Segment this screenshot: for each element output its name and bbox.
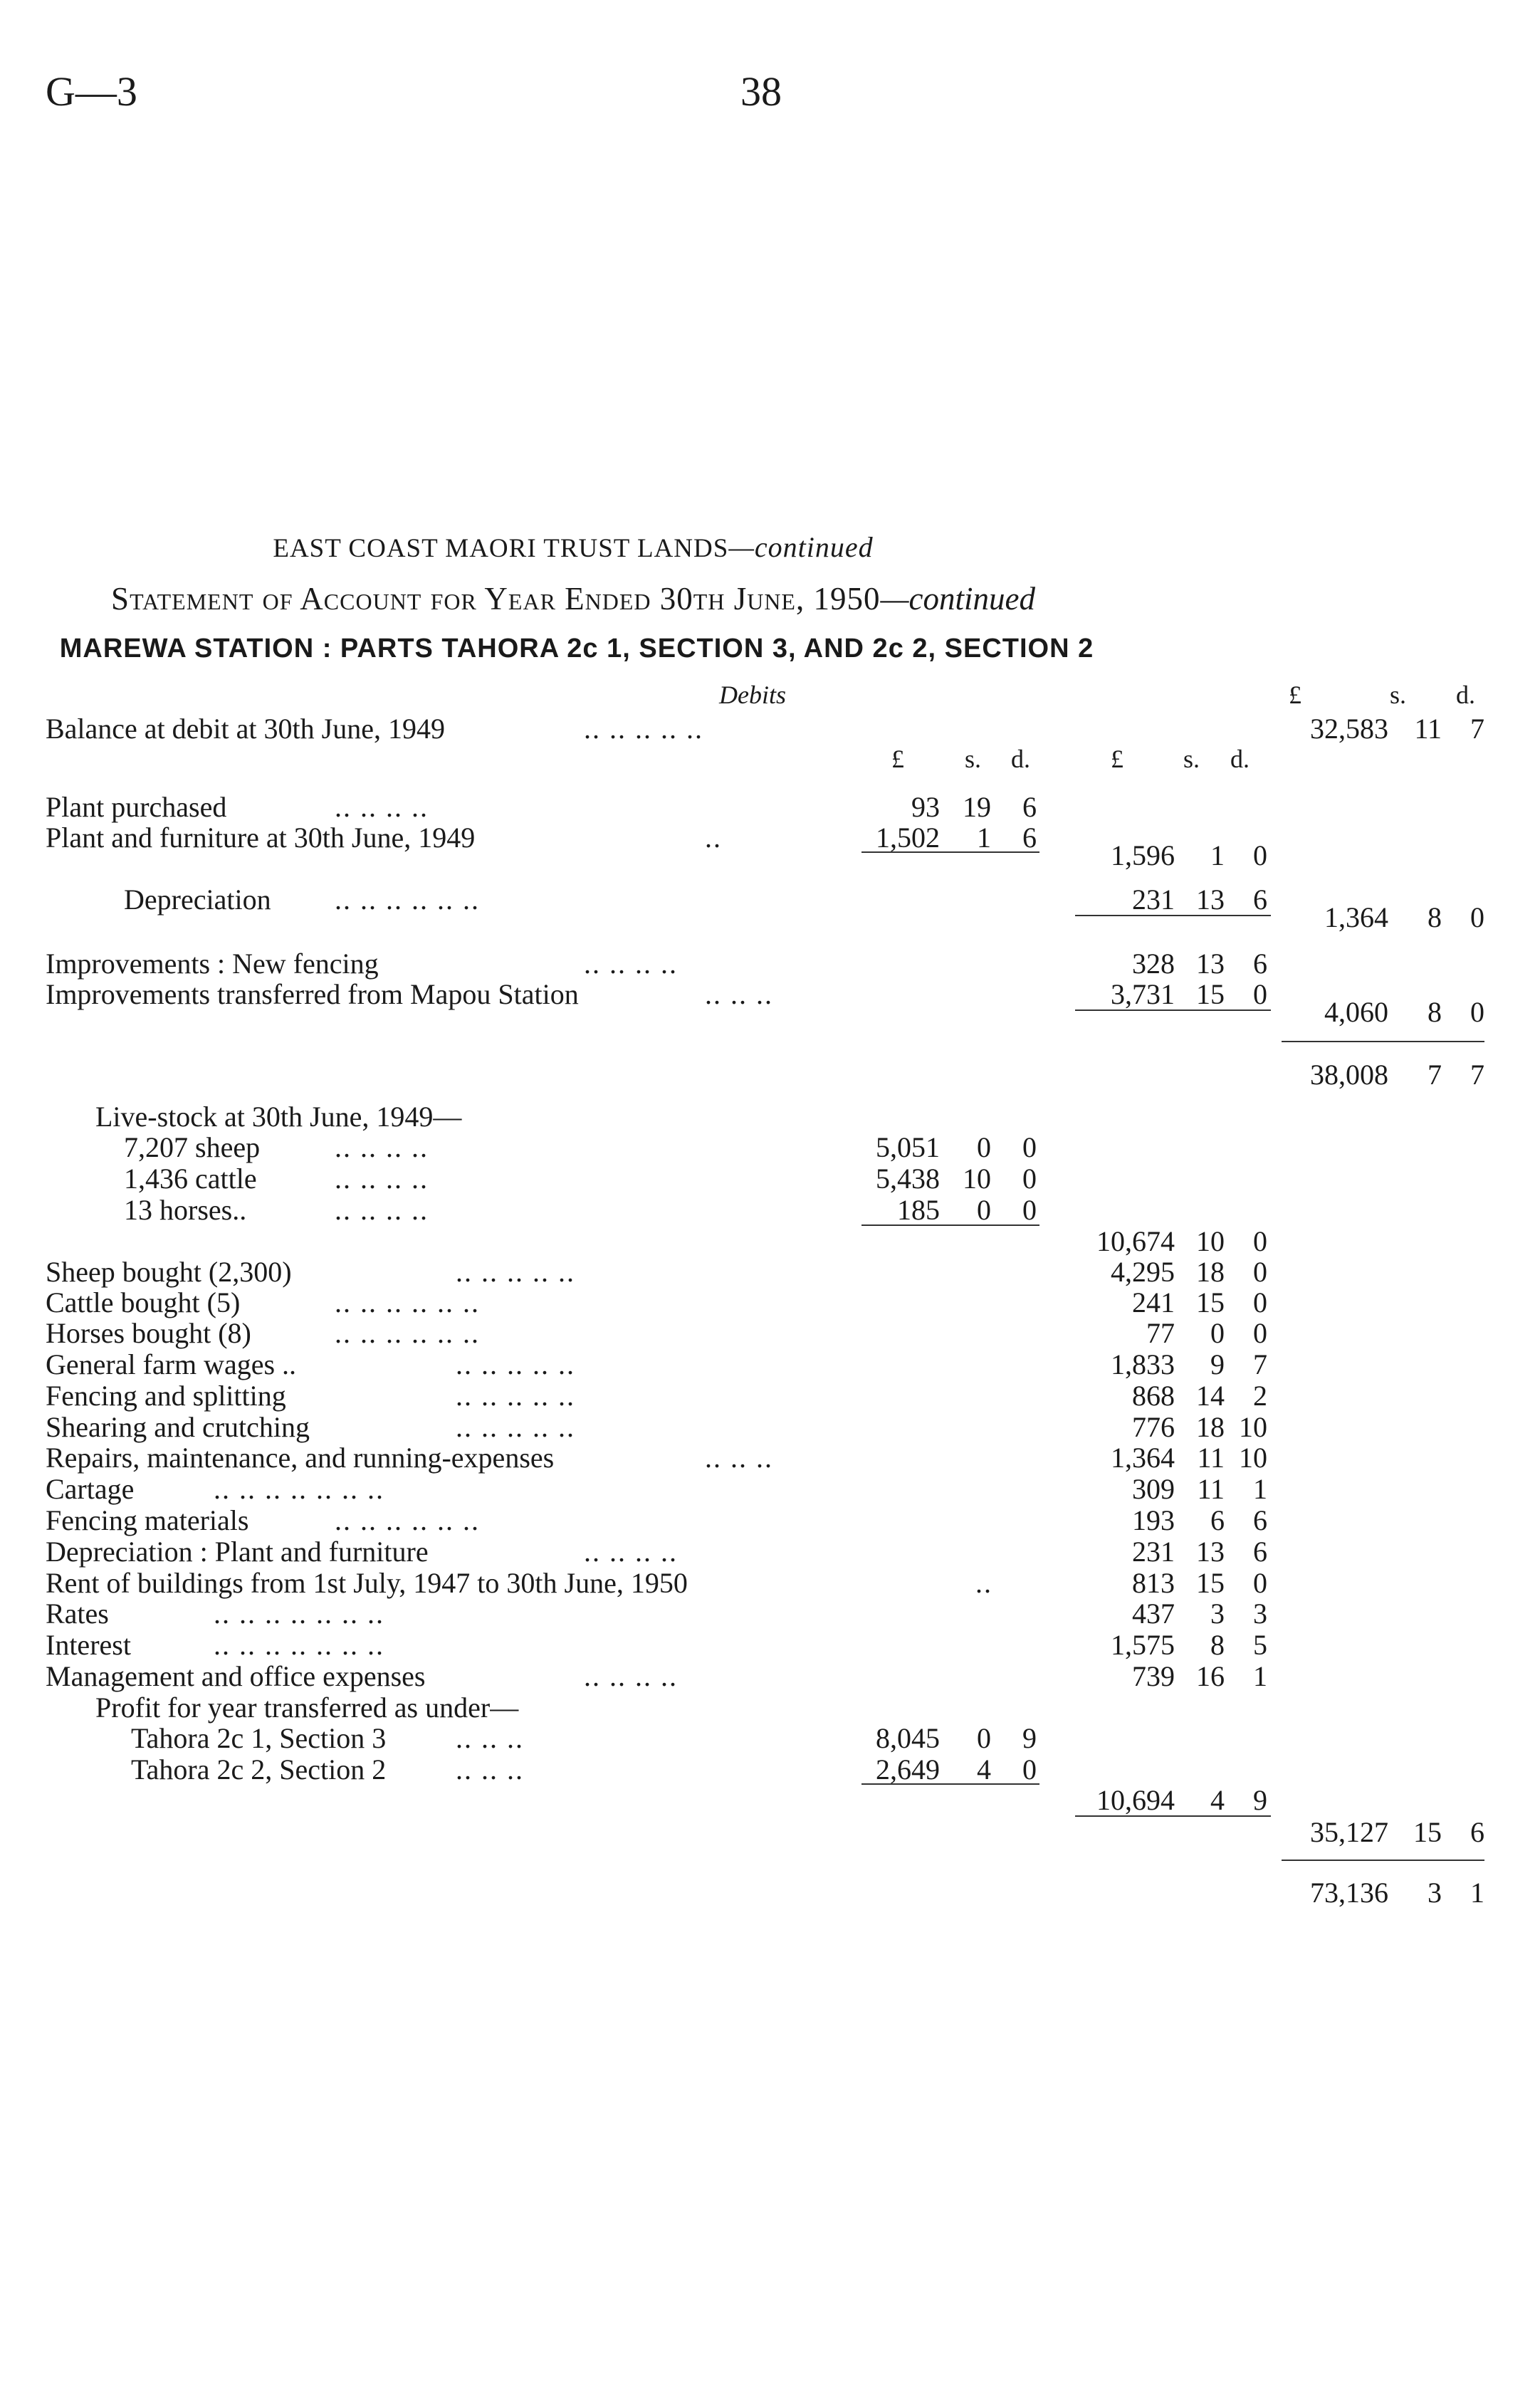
row-amount-c2-pounds: 328 bbox=[1132, 948, 1175, 980]
row-amount-c1-pounds: 5,051 bbox=[876, 1131, 940, 1163]
dot-leader: .. bbox=[705, 822, 722, 854]
row-amount-c1-pence: 0 bbox=[1022, 1131, 1037, 1163]
page-ref: G—3 bbox=[46, 68, 137, 115]
row-label: Balance at debit at 30th June, 1949 bbox=[46, 713, 445, 745]
row-label: Fencing materials bbox=[46, 1504, 249, 1536]
rule-profit-total bbox=[1075, 1815, 1271, 1817]
row-amount-c1-pence: 9 bbox=[1022, 1722, 1037, 1754]
dot-leader: .. .. .. .. .. .. .. bbox=[214, 1473, 384, 1505]
row-amount-c1-shillings: 0 bbox=[977, 1722, 991, 1754]
dot-leader: .. .. .. .. bbox=[584, 1660, 678, 1692]
row-amount-c1-pence: 0 bbox=[1022, 1163, 1037, 1195]
col1-head-pound: £ bbox=[891, 745, 904, 773]
row-amount-c2-pence: 6 bbox=[1253, 1536, 1267, 1568]
rule-first-total bbox=[1282, 1041, 1484, 1042]
expenses-total-shillings: 15 bbox=[1413, 1816, 1442, 1848]
grand-total-shillings: 3 bbox=[1428, 1877, 1442, 1909]
row-label: Rent of buildings from 1st July, 1947 to 30th June, 1950 bbox=[46, 1567, 688, 1599]
row-amount-c3-shillings: 11 bbox=[1414, 713, 1442, 745]
row-amount-c2-pence: 2 bbox=[1253, 1380, 1267, 1412]
row-amount-c2-pence: 0 bbox=[1253, 1317, 1267, 1349]
row-amount-c2-pence: 0 bbox=[1253, 978, 1267, 1010]
row-amount-c2-shillings: 15 bbox=[1196, 1286, 1225, 1318]
row-amount-c2-pence: 1 bbox=[1253, 1660, 1267, 1692]
livestock-total-shillings: 10 bbox=[1196, 1225, 1225, 1257]
row-amount-c3-pence: 7 bbox=[1470, 713, 1484, 745]
title-line-1 bbox=[0, 530, 1146, 564]
row-amount-c2-pence: 5 bbox=[1253, 1629, 1267, 1661]
first-total-pence: 7 bbox=[1470, 1059, 1484, 1091]
row-amount-c2-pounds: 3,731 bbox=[1111, 978, 1175, 1010]
rule-improvements bbox=[1075, 1009, 1271, 1011]
row-label: Repairs, maintenance, and running-expenses bbox=[46, 1442, 555, 1474]
row-amount-c1-shillings: 4 bbox=[977, 1753, 991, 1785]
row-amount-c2-shillings: 11 bbox=[1197, 1473, 1225, 1505]
profit-total-pence: 9 bbox=[1253, 1784, 1267, 1816]
row-label: General farm wages .. bbox=[46, 1348, 297, 1380]
row-amount-c2-pounds: 776 bbox=[1132, 1411, 1175, 1443]
col1-head-d: d. bbox=[1011, 745, 1030, 773]
row-amount-c2-pounds: 813 bbox=[1132, 1567, 1175, 1599]
grand-total-pence: 1 bbox=[1470, 1877, 1484, 1909]
improvements-total-pounds: 4,060 bbox=[1324, 996, 1388, 1028]
row-amount-c1-pence: 6 bbox=[1022, 822, 1037, 854]
row-amount-c2-pence: 0 bbox=[1253, 1567, 1267, 1599]
col1-head-s: s. bbox=[965, 745, 982, 773]
first-total-shillings: 7 bbox=[1428, 1059, 1442, 1091]
dot-leader: .. .. .. .. bbox=[584, 1536, 678, 1568]
row-amount-c1-shillings: 19 bbox=[963, 791, 991, 823]
row-amount-c2-pounds: 1,364 bbox=[1111, 1442, 1175, 1474]
col3-head-pound: £ bbox=[1289, 681, 1301, 709]
row-amount-c1-pounds: 2,649 bbox=[876, 1753, 940, 1785]
title-line-2 bbox=[0, 580, 1146, 617]
dot-leader: .. .. .. .. bbox=[335, 1131, 429, 1163]
row-amount-c2-pounds: 437 bbox=[1132, 1598, 1175, 1630]
row-label: Profit for year transferred as under— bbox=[95, 1692, 519, 1724]
row-label: Tahora 2c 2, Section 2 bbox=[131, 1753, 387, 1785]
row-label: Fencing and splitting bbox=[46, 1380, 286, 1412]
dot-leader: .. .. .. .. .. bbox=[584, 713, 703, 745]
dot-leader: .. .. .. .. bbox=[335, 1163, 429, 1195]
row-amount-c2-pence: 6 bbox=[1253, 883, 1267, 916]
row-amount-c2-pence: 10 bbox=[1239, 1442, 1267, 1474]
dot-leader: .. .. .. .. .. bbox=[456, 1411, 575, 1443]
grand-total-pounds: 73,136 bbox=[1310, 1877, 1388, 1909]
plant-total-shillings: 1 bbox=[1210, 839, 1225, 871]
plant-net-pence: 0 bbox=[1470, 901, 1484, 933]
plant-total-pence: 0 bbox=[1253, 839, 1267, 871]
row-amount-c2-shillings: 8 bbox=[1210, 1629, 1225, 1661]
profit-total-shillings: 4 bbox=[1210, 1784, 1225, 1816]
row-label: Improvements transferred from Mapou Station bbox=[46, 978, 579, 1010]
row-amount-c2-pounds: 231 bbox=[1132, 883, 1175, 916]
dot-leader: .. .. .. .. .. bbox=[456, 1256, 575, 1288]
row-amount-c2-pence: 7 bbox=[1253, 1348, 1267, 1380]
row-amount-c1-pounds: 5,438 bbox=[876, 1163, 940, 1195]
row-amount-c2-shillings: 3 bbox=[1210, 1598, 1225, 1630]
row-amount-c2-shillings: 15 bbox=[1196, 1567, 1225, 1599]
first-total-pounds: 38,008 bbox=[1310, 1059, 1388, 1091]
row-label: Plant purchased bbox=[46, 791, 227, 823]
dot-leader: .. .. .. .. .. .. .. bbox=[214, 1629, 384, 1661]
title-line-1-suffix: —continued bbox=[728, 531, 874, 563]
profit-total-pounds: 10,694 bbox=[1096, 1784, 1175, 1816]
col2-head-pound: £ bbox=[1111, 745, 1123, 773]
plant-total-pounds: 1,596 bbox=[1111, 839, 1175, 871]
row-amount-c2-shillings: 13 bbox=[1196, 1536, 1225, 1568]
col2-head-d: d. bbox=[1230, 745, 1250, 773]
dot-leader: .. .. .. .. bbox=[335, 1194, 429, 1226]
dot-leader: .. .. .. .. .. .. bbox=[335, 1286, 480, 1318]
row-label: Sheep bought (2,300) bbox=[46, 1256, 292, 1288]
row-label: Live-stock at 30th June, 1949— bbox=[95, 1101, 462, 1133]
row-amount-c2-shillings: 13 bbox=[1196, 948, 1225, 980]
row-label: Horses bought (8) bbox=[46, 1317, 251, 1349]
row-amount-c1-pounds: 8,045 bbox=[876, 1722, 940, 1754]
dot-leader: .. .. .. bbox=[705, 978, 773, 1010]
rule-depreciation bbox=[1075, 915, 1271, 916]
title-line-3: MAREWA STATION : PARTS TAHORA 2c 1, SECTION 3, AND 2c 2, SECTION 2 bbox=[59, 634, 1094, 664]
row-amount-c2-pounds: 309 bbox=[1132, 1473, 1175, 1505]
dot-leader: .. .. .. bbox=[456, 1722, 524, 1754]
row-amount-c2-shillings: 18 bbox=[1196, 1411, 1225, 1443]
row-amount-c1-shillings: 0 bbox=[977, 1131, 991, 1163]
expenses-total-pence: 6 bbox=[1470, 1816, 1484, 1848]
row-amount-c1-pence: 0 bbox=[1022, 1194, 1037, 1226]
row-label: Depreciation : Plant and furniture bbox=[46, 1536, 429, 1568]
row-label: Improvements : New fencing bbox=[46, 948, 379, 980]
title-line-2-suffix: —continued bbox=[880, 581, 1035, 617]
row-amount-c1-shillings: 0 bbox=[977, 1194, 991, 1226]
row-amount-c2-pounds: 77 bbox=[1146, 1317, 1175, 1349]
dot-leader: .. .. .. .. .. .. bbox=[335, 1317, 480, 1349]
dot-leader: .. .. .. .. .. bbox=[456, 1380, 575, 1412]
col3-head-s: s. bbox=[1390, 681, 1407, 709]
row-amount-c2-pounds: 231 bbox=[1132, 1536, 1175, 1568]
row-label: 13 horses.. bbox=[124, 1194, 247, 1226]
improvements-total-pence: 0 bbox=[1470, 996, 1484, 1028]
dot-leader: .. .. .. .. .. .. bbox=[335, 1504, 480, 1536]
row-label: Cartage bbox=[46, 1473, 135, 1505]
rule-plant bbox=[861, 851, 1039, 853]
row-amount-c2-pence: 0 bbox=[1253, 1256, 1267, 1288]
row-amount-c2-pence: 6 bbox=[1253, 1504, 1267, 1536]
row-amount-c2-pounds: 1,575 bbox=[1111, 1629, 1175, 1661]
row-label: Rates bbox=[46, 1598, 109, 1630]
row-amount-c2-shillings: 11 bbox=[1197, 1442, 1225, 1474]
dot-leader: .. .. .. bbox=[705, 1442, 773, 1474]
livestock-total-pounds: 10,674 bbox=[1096, 1225, 1175, 1257]
title-line-2-text: Statement of Account for Year Ended 30th June, 1950 bbox=[111, 581, 881, 617]
row-amount-c1-pounds: 185 bbox=[897, 1194, 940, 1226]
rule-profit bbox=[861, 1783, 1039, 1785]
dot-leader: .. .. .. .. .. .. bbox=[335, 883, 480, 916]
row-label: 7,207 sheep bbox=[124, 1131, 261, 1163]
dot-leader: .. .. .. bbox=[456, 1753, 524, 1785]
dot-leader: .. .. .. .. bbox=[584, 948, 678, 980]
plant-net-pounds: 1,364 bbox=[1324, 901, 1388, 933]
page-number: 38 bbox=[740, 68, 782, 115]
row-amount-c2-shillings: 16 bbox=[1196, 1660, 1225, 1692]
row-amount-c2-pounds: 193 bbox=[1132, 1504, 1175, 1536]
row-label: Management and office expenses bbox=[46, 1660, 426, 1692]
row-label: Shearing and crutching bbox=[46, 1411, 310, 1443]
row-label: Depreciation bbox=[124, 883, 271, 916]
rule-grand-total bbox=[1282, 1860, 1484, 1861]
col2-head-s: s. bbox=[1183, 745, 1200, 773]
row-amount-c2-pounds: 241 bbox=[1132, 1286, 1175, 1318]
row-amount-c2-pounds: 739 bbox=[1132, 1660, 1175, 1692]
row-amount-c2-shillings: 15 bbox=[1196, 978, 1225, 1010]
row-amount-c1-pence: 0 bbox=[1022, 1753, 1037, 1785]
row-amount-c2-pence: 0 bbox=[1253, 1286, 1267, 1318]
debits-label: Debits bbox=[719, 681, 786, 709]
row-amount-c1-pounds: 93 bbox=[911, 791, 940, 823]
row-amount-c1-shillings: 10 bbox=[963, 1163, 991, 1195]
row-amount-c3-pounds: 32,583 bbox=[1310, 713, 1388, 745]
livestock-total-pence: 0 bbox=[1253, 1225, 1267, 1257]
row-amount-c2-pounds: 868 bbox=[1132, 1380, 1175, 1412]
row-amount-c2-pence: 3 bbox=[1253, 1598, 1267, 1630]
row-amount-c2-pounds: 4,295 bbox=[1111, 1256, 1175, 1288]
expenses-total-pounds: 35,127 bbox=[1310, 1816, 1388, 1848]
plant-net-shillings: 8 bbox=[1428, 901, 1442, 933]
row-amount-c1-pounds: 1,502 bbox=[876, 822, 940, 854]
row-amount-c2-shillings: 0 bbox=[1210, 1317, 1225, 1349]
improvements-total-shillings: 8 bbox=[1428, 996, 1442, 1028]
dot-leader: .. bbox=[975, 1567, 992, 1599]
row-amount-c1-shillings: 1 bbox=[977, 822, 991, 854]
rule-livestock bbox=[861, 1224, 1039, 1226]
dot-leader: .. .. .. .. bbox=[335, 791, 429, 823]
title-line-1-text: EAST COAST MAORI TRUST LANDS bbox=[273, 534, 729, 563]
row-amount-c2-pence: 6 bbox=[1253, 948, 1267, 980]
row-amount-c2-shillings: 9 bbox=[1210, 1348, 1225, 1380]
row-label: 1,436 cattle bbox=[124, 1163, 257, 1195]
row-amount-c2-pence: 1 bbox=[1253, 1473, 1267, 1505]
row-label: Tahora 2c 1, Section 3 bbox=[131, 1722, 387, 1754]
row-amount-c1-pence: 6 bbox=[1022, 791, 1037, 823]
row-amount-c2-pounds: 1,833 bbox=[1111, 1348, 1175, 1380]
row-label: Cattle bought (5) bbox=[46, 1286, 241, 1318]
row-label: Plant and furniture at 30th June, 1949 bbox=[46, 822, 476, 854]
dot-leader: .. .. .. .. .. bbox=[456, 1348, 575, 1380]
row-amount-c2-shillings: 18 bbox=[1196, 1256, 1225, 1288]
dot-leader: .. .. .. .. .. .. .. bbox=[214, 1598, 384, 1630]
col3-head-d: d. bbox=[1456, 681, 1475, 709]
row-amount-c2-pence: 10 bbox=[1239, 1411, 1267, 1443]
row-amount-c2-shillings: 6 bbox=[1210, 1504, 1225, 1536]
row-label: Interest bbox=[46, 1629, 131, 1661]
row-amount-c2-shillings: 13 bbox=[1196, 883, 1225, 916]
row-amount-c2-shillings: 14 bbox=[1196, 1380, 1225, 1412]
